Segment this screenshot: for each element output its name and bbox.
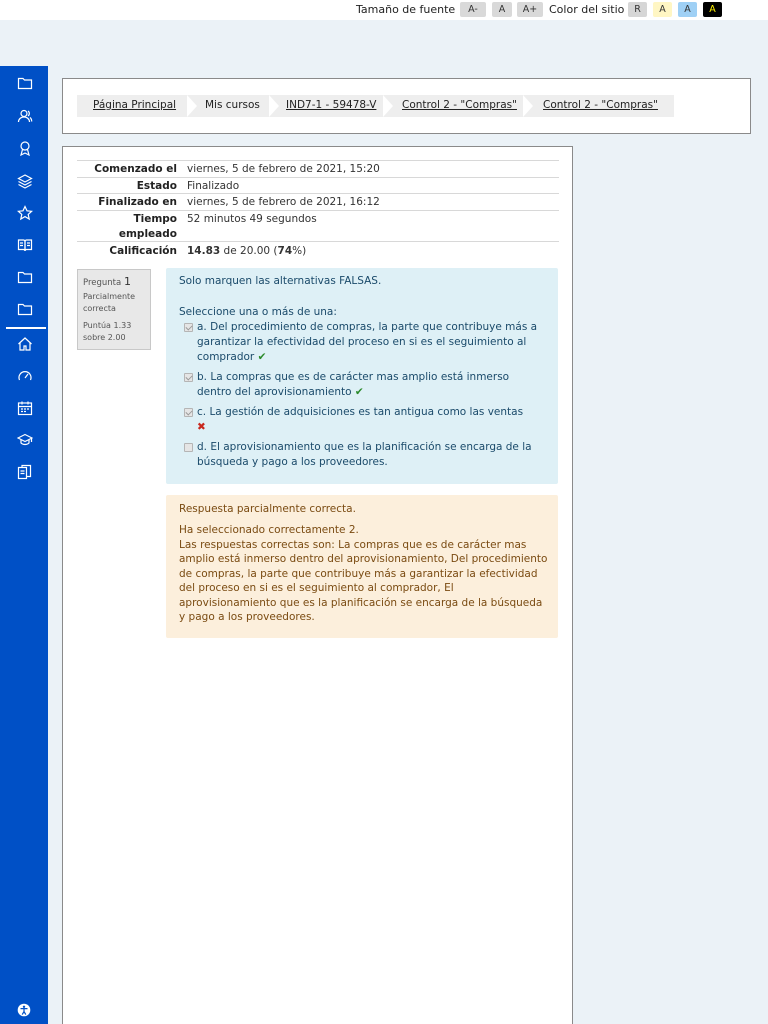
color-blue-button[interactable]: A [678,2,697,17]
summary-value: 52 minutos 49 segundos [187,213,317,225]
font-reset-button[interactable]: A [492,2,512,17]
breadcrumb-separator [269,95,279,117]
summary-label: Finalizado en [98,196,177,208]
sidebar-divider [6,327,46,329]
check-icon: ✔ [354,386,364,398]
answer-checkbox[interactable] [184,443,193,452]
users-icon[interactable] [17,108,33,124]
question-text: Solo marquen las alternativas FALSAS. [179,275,382,287]
answer-label: b. La compras que es de carácter mas amplio está inmerso dentro del aprovisionamiento [197,371,510,398]
breadcrumb [77,95,674,117]
answer-option-c[interactable] [184,405,544,437]
folder-icon[interactable] [17,301,33,317]
summary-row-completed [77,193,559,210]
answer-label: a. Del procedimiento de compras, la parte que contribuye más a garantizar la efectividad del proceso en si es el seguimiento al comprador [197,321,538,363]
book-icon[interactable] [17,237,33,253]
star-icon[interactable] [17,205,33,221]
sidebar [0,66,48,1024]
summary-row-grade [77,241,559,259]
question-content [166,268,558,484]
folder-icon[interactable] [17,269,33,285]
breadcrumb-separator [383,95,393,117]
breadcrumb-home-link[interactable]: Página Principal [93,99,177,111]
answer-checkbox[interactable] [184,408,193,417]
answer-option-d[interactable] [184,440,544,472]
summary-label: Comenzado el [94,163,177,175]
summary-value: Finalizado [187,180,240,192]
summary-row-started [77,160,559,177]
breadcrumb-panel [62,78,751,134]
question-number [83,275,145,288]
site-color-label: Color del sitio [549,3,625,16]
question-prompt: Seleccione una o más de una: [179,306,337,318]
question-number-value: 1 [123,275,131,288]
summary-value: viernes, 5 de febrero de 2021, 16:12 [187,196,380,208]
layers-icon[interactable] [17,173,33,189]
answer-text [197,405,545,435]
breadcrumb-separator [523,95,533,117]
answer-option-a[interactable] [184,320,544,366]
summary-row-state [77,177,559,193]
answer-text [197,440,545,470]
breadcrumb-separator [187,95,197,117]
home-icon[interactable] [17,336,33,352]
summary-label: Calificación [109,245,177,257]
folder-icon[interactable] [17,75,33,91]
accessibility-bar [0,0,768,20]
answer-checkbox[interactable] [184,373,193,382]
attempt-summary-table [77,160,559,259]
calendar-icon[interactable] [17,400,33,416]
font-decrease-button[interactable]: A- [460,2,486,17]
accessibility-icon[interactable] [17,1003,31,1017]
grade-percent-suffix: %) [292,245,307,257]
breadcrumb-my-courses: Mis cursos [205,99,260,111]
summary-label: Estado [136,180,177,192]
answer-label: d. El aprovisionamiento que es la planificación se encarga de la búsqueda y pago a los proveedores. [197,441,532,468]
answer-text [197,370,545,400]
color-dark-button[interactable]: A [703,2,722,17]
breadcrumb-section-link[interactable]: Control 2 - "Compras" [402,99,517,111]
quiz-review-panel [62,146,573,1024]
color-default-button[interactable]: R [628,2,647,17]
question-state: Parcialmente correcta [83,292,136,313]
answer-option-b[interactable] [184,370,544,402]
grade-max: de 20.00 ( [220,245,278,257]
feedback-body: Ha seleccionado correctamente 2. Las respuestas correctas son: La compras que es de carácter mas amplio está inmerso dentro del aprovisionamiento, Del procedimiento de compras, la parte que contribuye más a garantizar la efectividad del proceso en si es el seguimiento al comprador, El aprovisionamiento que es la planificación se encarga de la búsqueda y pago a los proveedores. [179,524,548,623]
answer-label: c. La gestión de adquisiciones es tan antigua como las ventas [197,406,524,418]
badge-icon[interactable] [17,140,33,156]
summary-value: viernes, 5 de febrero de 2021, 15:20 [187,163,380,175]
check-icon: ✔ [257,351,267,363]
feedback-title: Respuesta parcialmente correcta. [179,503,356,515]
summary-label: Tiempo empleado [118,213,177,240]
answer-checkbox[interactable] [184,323,193,332]
font-size-label: Tamaño de fuente [356,3,456,16]
summary-row-time-taken [77,210,559,241]
graduation-cap-icon[interactable] [17,432,33,448]
feedback-box [166,495,558,638]
question-label: Pregunta [83,278,122,288]
breadcrumb-quiz-link[interactable]: Control 2 - "Compras" [543,99,658,111]
grade-percent: 74 [277,245,293,257]
color-yellow-button[interactable]: A [653,2,672,17]
answer-text [197,320,545,365]
question-grade: Puntúa 1.33 sobre 2.00 [83,321,132,342]
dashboard-icon[interactable] [17,368,33,384]
question-info-box [77,269,151,350]
breadcrumb-course-link[interactable]: IND7-1 - 59478-V [286,99,377,111]
font-increase-button[interactable]: A+ [517,2,543,17]
grade-score: 14.83 [187,245,221,257]
files-icon[interactable] [17,464,33,480]
cross-icon: ✖ [197,421,206,433]
summary-value [187,244,306,259]
